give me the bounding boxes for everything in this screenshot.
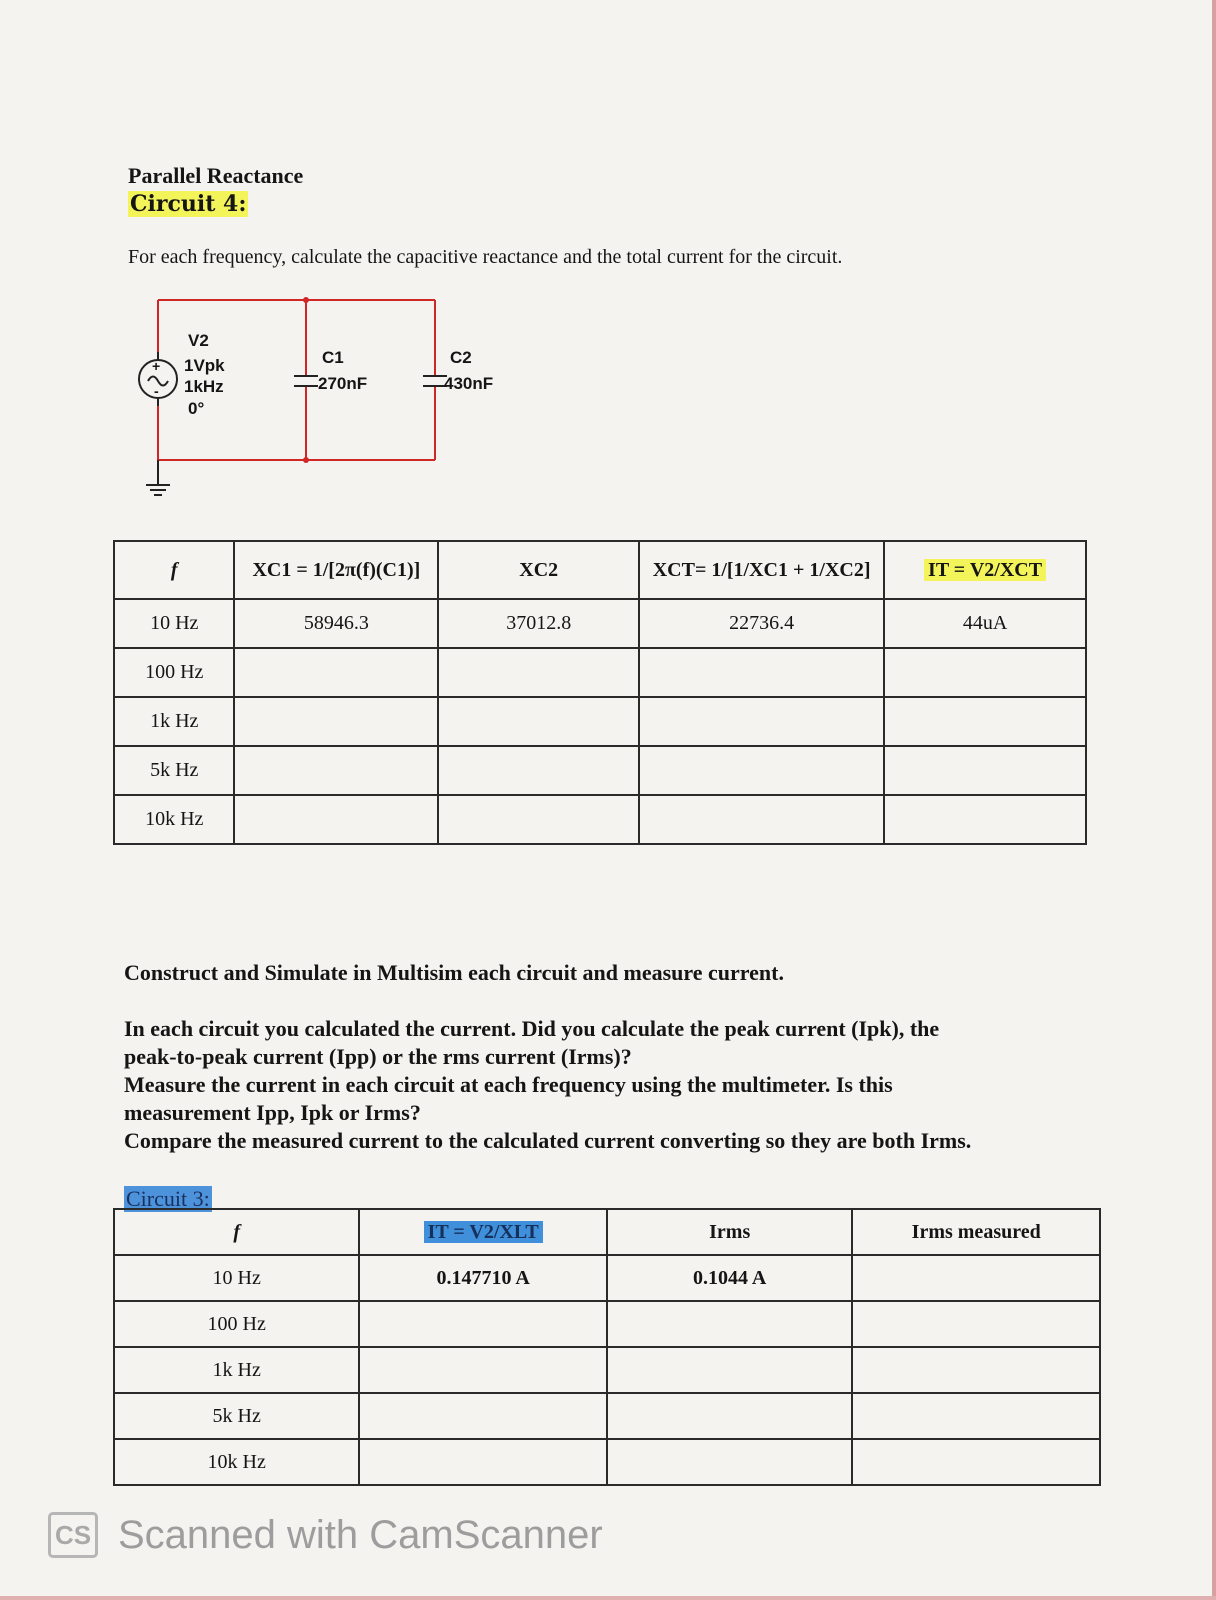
page-title: Parallel Reactance (128, 163, 304, 188)
question-line: Compare the measured current to the calculated current converting so they are both Irms. (124, 1128, 972, 1153)
source-name: V2 (188, 331, 209, 350)
table-row (114, 599, 1086, 648)
questions-paragraph (124, 1015, 1124, 1155)
cell-frequency: 1k Hz (114, 697, 234, 746)
cell-xc1 (234, 746, 438, 795)
svg-text:-: - (154, 383, 159, 399)
question-line: peak-to-peak current (Ipp) or the rms current (Irms)? (124, 1044, 632, 1069)
cell-it (884, 795, 1086, 844)
table-row (114, 795, 1086, 844)
current-table (113, 1208, 1101, 1486)
ac-source-symbol (139, 352, 177, 406)
cell-frequency: 1k Hz (114, 1347, 359, 1393)
cell-it (359, 1439, 607, 1485)
source-frequency: 1kHz (184, 377, 224, 396)
table-row (114, 746, 1086, 795)
cell-it: 0.147710 A (359, 1255, 607, 1301)
reactance-table (113, 540, 1087, 845)
table-row (114, 1347, 1100, 1393)
source-amplitude: 1Vpk (184, 356, 225, 375)
cell-xc1 (234, 648, 438, 697)
cell-irms-measured (852, 1393, 1100, 1439)
cell-irms: 0.1044 A (607, 1255, 852, 1301)
table-row (114, 1439, 1100, 1485)
cell-frequency: 10k Hz (114, 1439, 359, 1485)
header-irms-measured: Irms measured (852, 1209, 1100, 1255)
header-it: IT = V2/XCT (884, 541, 1086, 599)
cell-frequency: 100 Hz (114, 1301, 359, 1347)
ground-icon (146, 460, 170, 495)
header-irms: Irms (607, 1209, 852, 1255)
cell-xc2 (438, 697, 639, 746)
cell-xct: 22736.4 (639, 599, 884, 648)
cell-it (884, 648, 1086, 697)
cell-xc2 (438, 795, 639, 844)
cell-frequency: 10 Hz (114, 599, 234, 648)
c2-name: C2 (450, 348, 472, 367)
table-header-row (114, 541, 1086, 599)
c1-name: C1 (322, 348, 344, 367)
table-row (114, 1393, 1100, 1439)
table-row (114, 1301, 1100, 1347)
cell-frequency: 5k Hz (114, 746, 234, 795)
header-frequency: f (114, 1209, 359, 1255)
header-xc1: XC1 = 1/[2π(f)(C1)] (234, 541, 438, 599)
camscanner-text: Scanned with CamScanner (118, 1513, 603, 1557)
cell-xc1 (234, 697, 438, 746)
cell-it (884, 697, 1086, 746)
question-line: measurement Ipp, Ipk or Irms? (124, 1100, 421, 1125)
circuit-3-label: Circuit 3: (126, 1186, 210, 1211)
circuit-4-label: Circuit 4: (130, 191, 247, 217)
cell-irms-measured (852, 1255, 1100, 1301)
cell-xct (639, 795, 884, 844)
c1-value: 270nF (318, 374, 368, 393)
cell-it (359, 1347, 607, 1393)
cell-it (359, 1301, 607, 1347)
page-edge (1212, 0, 1216, 1600)
cell-irms-measured (852, 1301, 1100, 1347)
instruction-text: For each frequency, calculate the capacitive reactance and the total current for the circuit. (128, 246, 843, 268)
cell-it: 44uA (884, 599, 1086, 648)
camscanner-logo-icon: CS (48, 1512, 98, 1558)
cell-xct (639, 648, 884, 697)
cell-frequency: 10 Hz (114, 1255, 359, 1301)
table-row (114, 648, 1086, 697)
svg-text:+: + (152, 358, 161, 374)
question-line: In each circuit you calculated the current. Did you calculate the peak current (Ipk), the (124, 1016, 940, 1041)
source-phase: 0° (188, 399, 205, 418)
cell-xc2 (438, 648, 639, 697)
section-heading: Construct and Simulate in Multisim each circuit and measure current. (124, 960, 784, 985)
cell-xc1: 58946.3 (234, 599, 438, 648)
cell-irms (607, 1301, 852, 1347)
cell-xct (639, 697, 884, 746)
cell-xc1 (234, 795, 438, 844)
cell-xct (639, 746, 884, 795)
header-xc2: XC2 (438, 541, 639, 599)
capacitor-c1-symbol (294, 376, 318, 386)
cell-irms (607, 1439, 852, 1485)
cell-it (884, 746, 1086, 795)
header-xct: XCT= 1/[1/XC1 + 1/XC2] (639, 541, 884, 599)
table-row (114, 1255, 1100, 1301)
table-row (114, 697, 1086, 746)
header-frequency: f (114, 541, 234, 599)
junction-dot (303, 297, 309, 303)
cell-irms (607, 1347, 852, 1393)
cell-it (359, 1393, 607, 1439)
header-it: IT = V2/XLT (359, 1209, 607, 1255)
cell-frequency: 100 Hz (114, 648, 234, 697)
junction-dot (303, 457, 309, 463)
page-edge (0, 1596, 1216, 1600)
cell-irms-measured (852, 1439, 1100, 1485)
c2-value: 430nF (444, 374, 494, 393)
cell-frequency: 10k Hz (114, 795, 234, 844)
cell-xc2: 37012.8 (438, 599, 639, 648)
question-line: Measure the current in each circuit at each frequency using the multimeter. Is this (124, 1072, 893, 1097)
cell-irms (607, 1393, 852, 1439)
cell-irms-measured (852, 1347, 1100, 1393)
cell-xc2 (438, 746, 639, 795)
cell-frequency: 5k Hz (114, 1393, 359, 1439)
circuit-schematic (120, 290, 540, 520)
table-header-row (114, 1209, 1100, 1255)
